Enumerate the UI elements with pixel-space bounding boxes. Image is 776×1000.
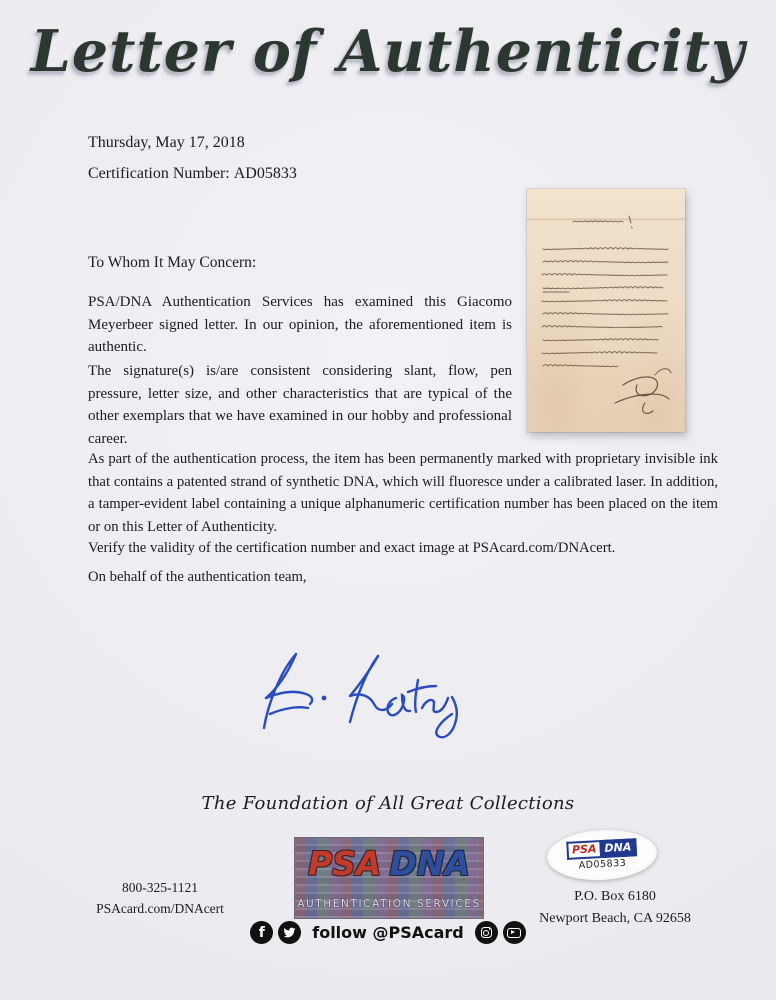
certification-number-value: AD05833 xyxy=(233,165,297,182)
po-box-line: P.O. Box 6180 xyxy=(574,889,656,904)
authenticator-signature xyxy=(246,642,486,747)
hologram-logo-text xyxy=(295,844,483,884)
dna-logo-text: DNA xyxy=(389,844,471,883)
paragraph-dna-marking: As part of the authentication process, the item has been permanently marked with proprietary invisible ink that contains a patented strand of synthetic DNA, which will fluoresce under a calibrated laser. In addition, a tamper-evident label containing a unique alphanumeric certification number has been placed on the item or on this Letter of Authenticity. xyxy=(88,451,718,535)
instagram-icon xyxy=(475,921,498,944)
paragraph-verify: Verify the validity of the certification number and exact image at PSAcard.com/DNAcert. xyxy=(88,540,616,556)
page-title: Letter of Authenticity xyxy=(30,18,746,85)
facebook-icon: f xyxy=(250,921,273,944)
foundation-tagline: The Foundation of All Great Collections xyxy=(201,793,575,814)
sticker-psa-dna-logo xyxy=(567,838,637,860)
authentication-services-label: AUTHENTICATION SERVICES xyxy=(297,898,481,910)
paragraph-signature-characteristics: The signature(s) is/are consistent considering slant, flow, pen pressure, letter size, and other characteristics that are typical of the other exemplars that we have examined in our hobby and professional career. xyxy=(88,363,512,447)
handwriting-strokes xyxy=(527,189,685,432)
website-url: PSAcard.com/DNAcert xyxy=(96,901,224,916)
salutation: To Whom It May Concern: xyxy=(88,254,257,271)
certification-number-label: Certification Number: xyxy=(88,165,230,182)
certification-number-line xyxy=(88,165,301,183)
contact-right-block xyxy=(520,886,710,930)
social-media-row xyxy=(238,921,538,944)
sticker-psa-text: PSA xyxy=(567,840,600,860)
twitter-icon xyxy=(278,921,301,944)
sticker-cert-number: AD05833 xyxy=(578,857,627,872)
sticker-dna-text: DNA xyxy=(599,838,637,858)
psa-logo-text: PSA xyxy=(307,844,382,883)
paragraph-opinion: PSA/DNA Authentication Services has examined this Giacomo Meyerbeer signed letter. In our opinion, the aforementioned item is authentic. xyxy=(88,294,512,355)
phone-number: 800-325-1121 xyxy=(122,880,198,895)
date-line: Thursday, May 17, 2018 xyxy=(88,134,245,151)
follow-psacard-label: follow @PSAcard xyxy=(312,923,464,942)
city-line: Newport Beach, CA 92658 xyxy=(539,911,691,926)
contact-left-block xyxy=(85,877,235,919)
tamper-evident-label-sticker xyxy=(546,827,658,883)
paragraph-on-behalf: On behalf of the authentication team, xyxy=(88,569,307,585)
psa-dna-hologram-logo xyxy=(294,837,484,919)
item-photo-handwritten-letter xyxy=(527,189,685,432)
